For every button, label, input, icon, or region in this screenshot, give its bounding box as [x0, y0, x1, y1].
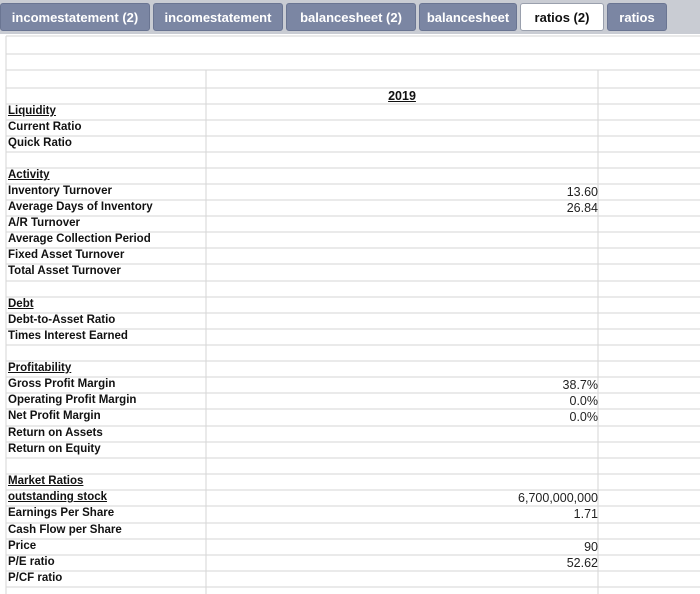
header-row — [6, 88, 700, 104]
row-label[interactable]: Price — [8, 540, 37, 552]
row-label[interactable]: outstanding stock — [8, 491, 108, 503]
table-row — [6, 200, 700, 216]
section-title-liquidity[interactable]: Liquidity — [8, 105, 56, 117]
table-row — [6, 539, 700, 555]
table-row — [6, 297, 700, 313]
row-value[interactable]: 90 — [584, 540, 598, 554]
year-header[interactable]: 2019 — [388, 89, 416, 103]
section-title-market[interactable]: Market Ratios — [8, 475, 84, 487]
section-title-profitability[interactable]: Profitability — [8, 362, 72, 374]
table-row — [6, 393, 700, 409]
tab-ratios-2[interactable]: ratios (2) — [520, 3, 604, 31]
row-label[interactable]: Return on Assets — [8, 427, 103, 439]
row-label[interactable]: Total Asset Turnover — [8, 265, 121, 277]
table-row — [6, 248, 700, 264]
table-row — [6, 523, 700, 539]
row-label[interactable]: Average Collection Period — [8, 233, 151, 245]
row-label[interactable]: Gross Profit Margin — [8, 378, 116, 390]
table-row — [6, 490, 700, 506]
tab-incomestatement[interactable]: incomestatement — [153, 3, 283, 31]
table-row — [6, 168, 700, 184]
sheet-tab-bar — [0, 0, 700, 34]
section-title-activity[interactable]: Activity — [8, 169, 50, 181]
row-label[interactable]: Times Interest Earned — [8, 330, 128, 342]
row-label[interactable]: Operating Profit Margin — [8, 394, 137, 406]
tab-balancesheet-2[interactable]: balancesheet (2) — [286, 3, 416, 31]
table-row — [6, 313, 700, 329]
table-row — [6, 361, 700, 377]
table-row — [6, 329, 700, 345]
row-label[interactable]: A/R Turnover — [8, 217, 80, 229]
row-value[interactable]: 52.62 — [566, 556, 598, 570]
table-row — [6, 474, 700, 490]
table-row — [6, 216, 700, 232]
row-value[interactable]: 1.71 — [573, 507, 598, 521]
row-value[interactable]: 0.0% — [569, 410, 598, 424]
table-row — [6, 409, 700, 425]
tab-balancesheet[interactable]: balancesheet — [419, 3, 517, 31]
tab-ratios[interactable]: ratios — [607, 3, 667, 31]
table-row — [6, 136, 700, 152]
table-row — [6, 104, 700, 120]
row-label[interactable]: Average Days of Inventory — [8, 201, 153, 213]
row-label[interactable]: Earnings Per Share — [8, 507, 115, 519]
row-label[interactable]: Quick Ratio — [8, 137, 72, 149]
row-label[interactable]: Return on Equity — [8, 443, 101, 455]
table-row — [6, 442, 700, 458]
table-row — [6, 555, 700, 571]
table-row — [6, 506, 700, 522]
table-row — [6, 426, 700, 442]
row-label[interactable]: Inventory Turnover — [8, 185, 112, 197]
table-row — [6, 377, 700, 393]
row-label[interactable]: Current Ratio — [8, 121, 82, 133]
row-label[interactable]: P/E ratio — [8, 556, 55, 568]
row-label[interactable]: P/CF ratio — [8, 572, 63, 584]
table-row — [6, 232, 700, 248]
row-value[interactable]: 38.7% — [562, 378, 598, 392]
row-value[interactable]: 6,700,000,000 — [518, 491, 598, 505]
row-value[interactable]: 13.60 — [566, 185, 598, 199]
row-label[interactable]: Cash Flow per Share — [8, 524, 122, 536]
table-row — [6, 184, 700, 200]
table-row — [6, 120, 700, 136]
row-value[interactable]: 26.84 — [566, 201, 598, 215]
tab-incomestatement-2[interactable]: incomestatement (2) — [0, 3, 150, 31]
row-label[interactable]: Net Profit Margin — [8, 410, 101, 422]
spreadsheet-grid[interactable] — [0, 34, 700, 594]
section-title-debt[interactable]: Debt — [8, 298, 34, 310]
row-label[interactable]: Fixed Asset Turnover — [8, 249, 125, 261]
row-value[interactable]: 0.0% — [569, 394, 598, 408]
table-row — [6, 571, 700, 587]
table-row — [6, 264, 700, 280]
row-label[interactable]: Debt-to-Asset Ratio — [8, 314, 116, 326]
